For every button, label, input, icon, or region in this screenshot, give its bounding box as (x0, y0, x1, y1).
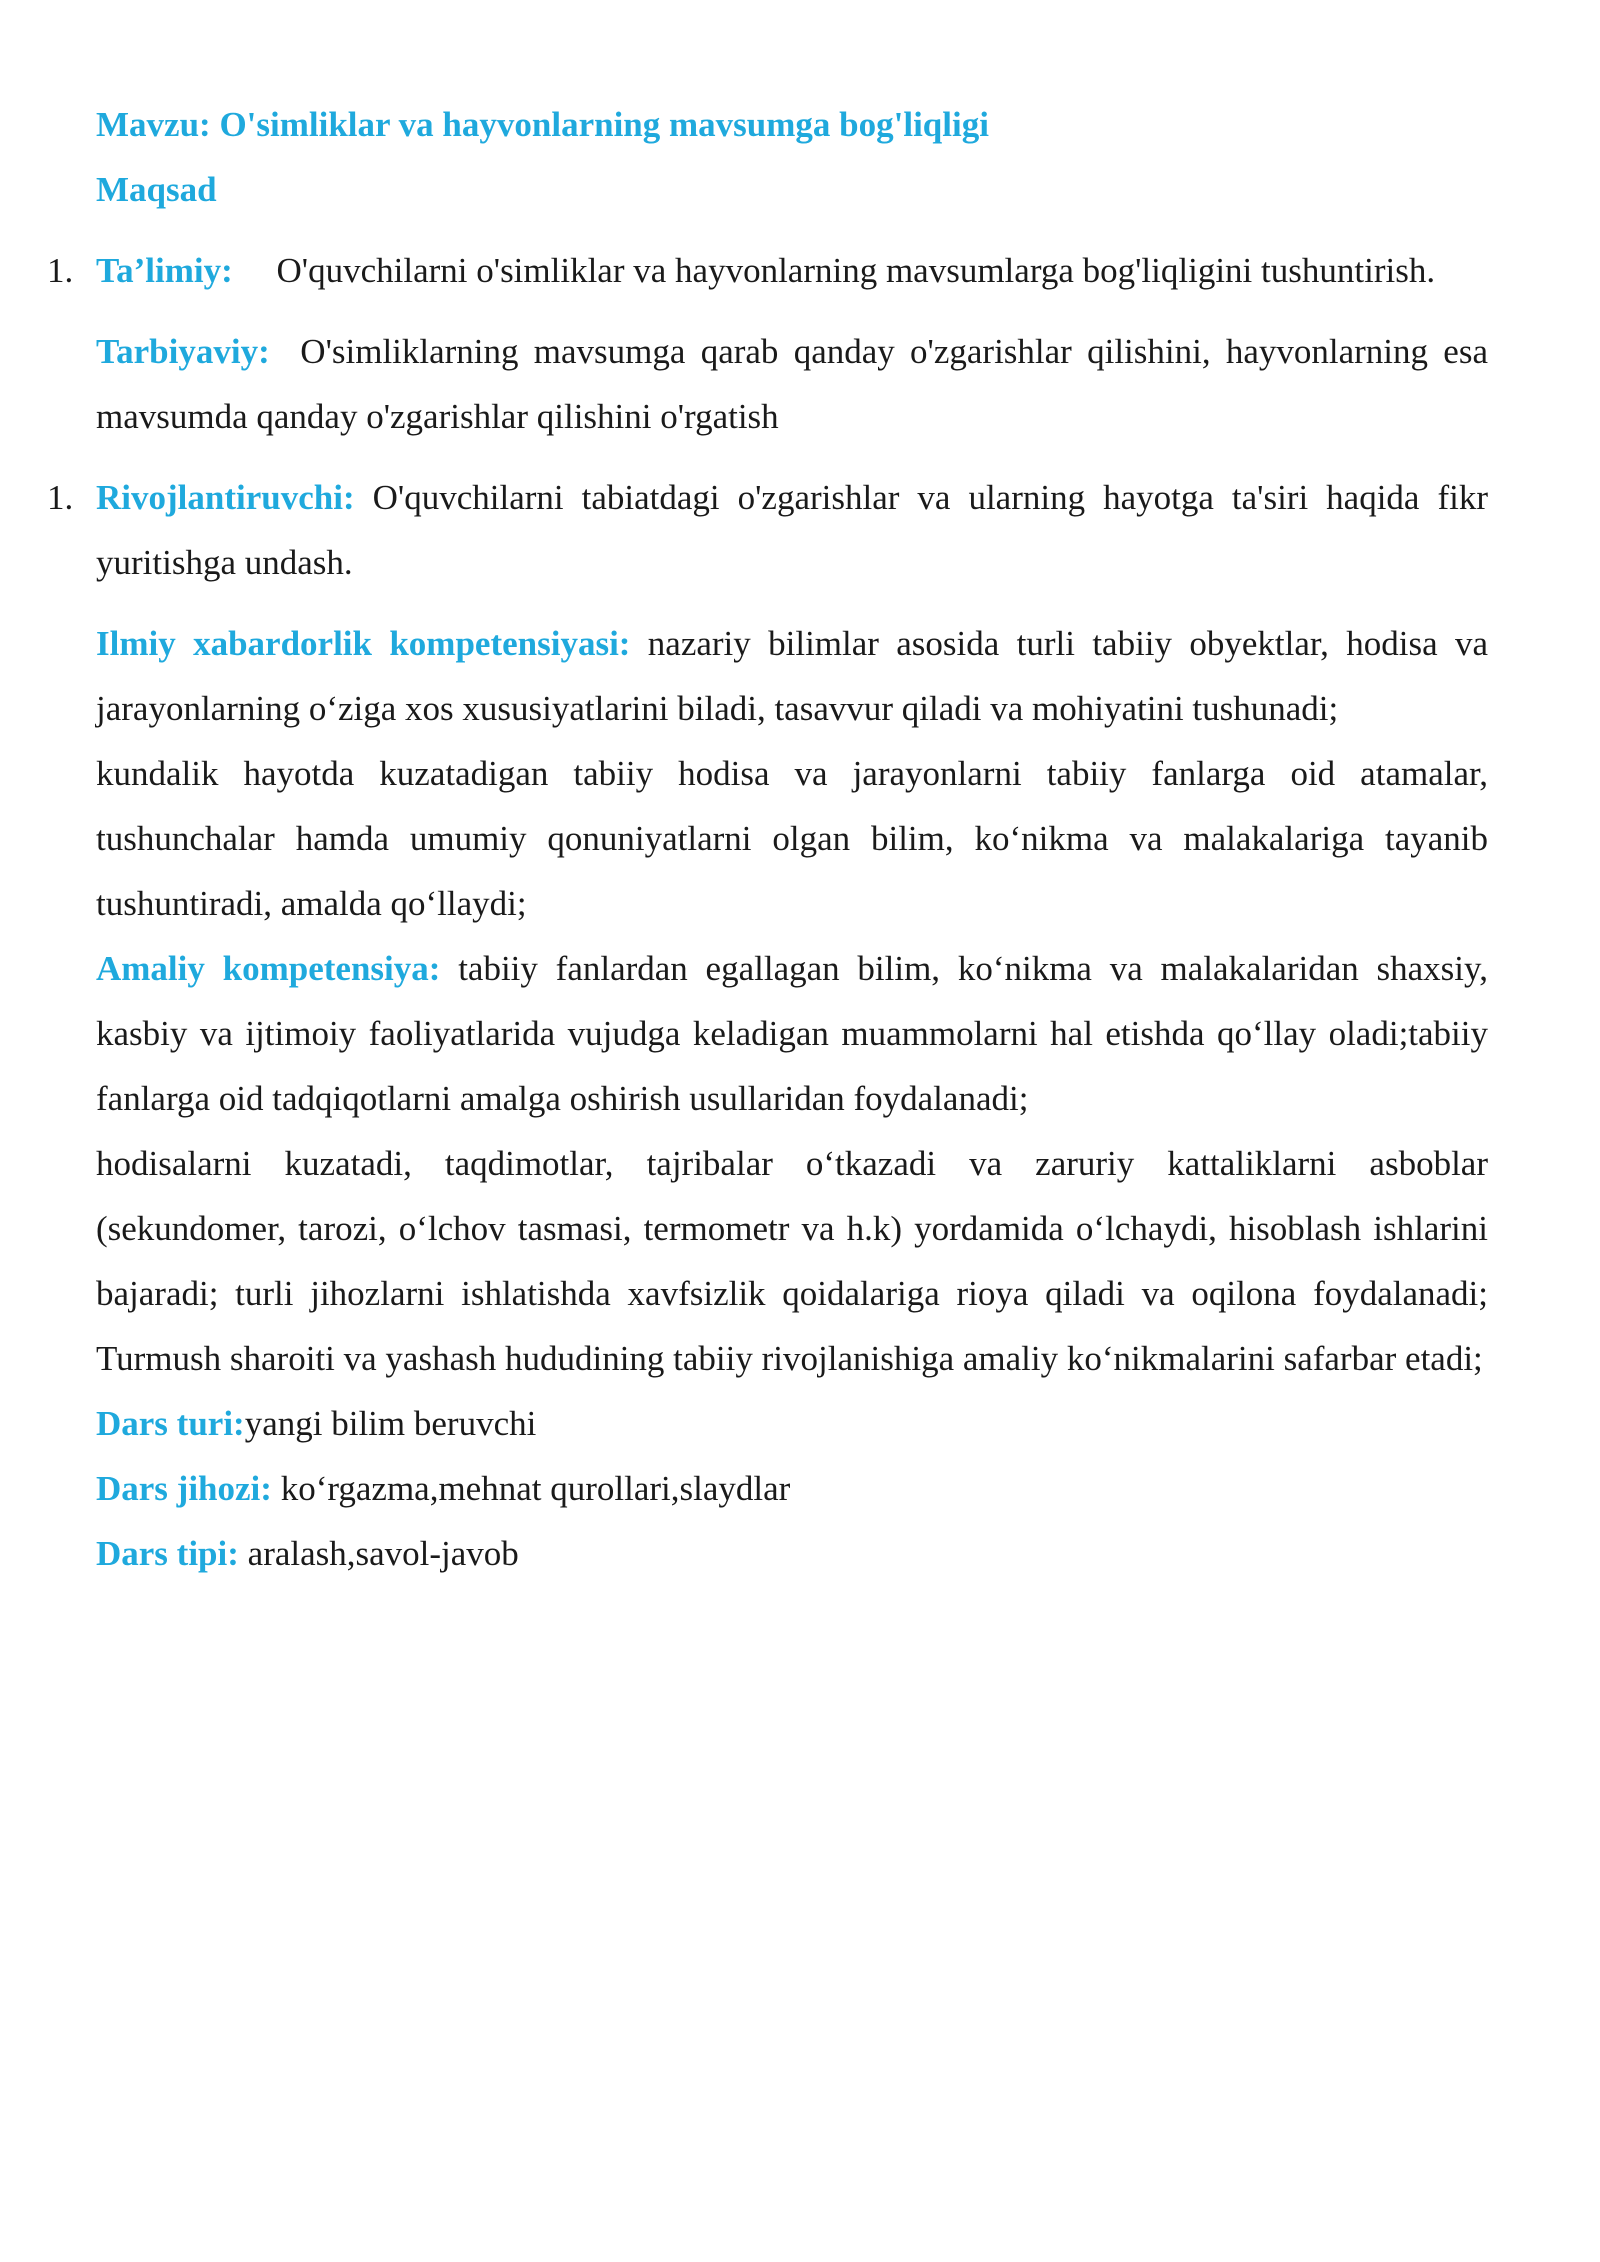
practical-competence-continued: hodisalarni kuzatadi, taqdimotlar, tajribalar o‘tkazadi va zaruriy kattaliklarni asboblar (sekundomer, tarozi, o‘lchov tasmasi, termometr va h.k) yordamida o‘lchaydi, hisoblash ishlarini bajaradi; turli jihozlarni ishlatishda xavfsizlik qoidalariga rioya qiladi va oqilona foydalanadi; Turmush sharoiti va yashash hududining tabiiy rivojlanishiga amaliy ko‘nikmalarini safarbar etadi; (96, 1144, 1488, 1378)
lesson-type (96, 1391, 1488, 1456)
educational-label: Ta’limiy: (96, 251, 233, 290)
lesson-format-value: aralash,savol-javob (247, 1534, 519, 1573)
lesson-equipment (96, 1456, 1488, 1521)
goal-item-developmental (47, 465, 1489, 595)
lesson-equipment-value: ko‘rgazma,mehnat qurollari,slaydlar (280, 1469, 791, 1508)
list-number: 1. (47, 251, 74, 290)
goal-item-educational (47, 238, 1488, 303)
upbringing-text: O'simliklarning mavsumga qarab qanday o'zgarishlar qilishini, hayvonlarning esa mavsumda qanday o'zgarishlar qilishini o'rgatish (96, 332, 1488, 436)
scientific-competence-label: Ilmiy xabardorlik kompetensiyasi: (96, 624, 631, 663)
list-number: 1. (47, 478, 74, 517)
lesson-title: Mavzu: O'simliklar va hayvonlarning mavsumga bog'liqligi (96, 105, 989, 144)
practical-competence-text: tabiiy fanlardan egallagan bilim, ko‘nikma va malakalaridan shaxsiy, kasbiy va ijtimoiy faoliyatlarida vujudga keladigan muammolarni hal etishda qo‘llay oladi;tabiiy fanlarga oid tadqiqotlarni amalga oshirish usullaridan foydalanadi; (96, 949, 1488, 1118)
developmental-label: Rivojlantiruvchi: (96, 478, 355, 517)
practical-competence (96, 936, 1488, 1131)
scientific-competence-text: nazariy bilimlar asosida turli tabiiy obyektlar, hodisa va jarayonlarning o‘ziga xos xususiyatlarini biladi, tasavvur qiladi va mohiyatini tushunadi; (96, 624, 1488, 728)
educational-text: O'quvchilarni o'simliklar va hayvonlarning mavsumlarga bog'liqligini tushuntirish. (276, 251, 1436, 290)
practical-competence-label: Amaliy kompetensiya: (96, 949, 441, 988)
upbringing-label: Tarbiyaviy: (96, 332, 270, 371)
developmental-text: O'quvchilarni tabiatdagi o'zgarishlar va ularning hayotga ta'siri haqida fikr yuritishga undash. (96, 478, 1489, 582)
lesson-format-label: Dars tipi: (96, 1534, 239, 1573)
lesson-type-value: yangi bilim beruvchi (244, 1404, 537, 1443)
goal-heading: Maqsad (96, 170, 217, 209)
scientific-competence-continued: kundalik hayotda kuzatadigan tabiiy hodisa va jarayonlarni tabiiy fanlarga oid atamalar, tushunchalar hamda umumiy qonuniyatlarni olgan bilim, ko‘nikma va malakalariga tayanib tushuntiradi, amalda qo‘llaydi; (96, 754, 1488, 923)
goal-item-upbringing (96, 319, 1488, 449)
lesson-equipment-label: Dars jihozi: (96, 1469, 272, 1508)
lesson-type-label: Dars turi: (96, 1404, 245, 1443)
lesson-format (96, 1521, 1488, 1586)
scientific-competence (96, 611, 1488, 741)
